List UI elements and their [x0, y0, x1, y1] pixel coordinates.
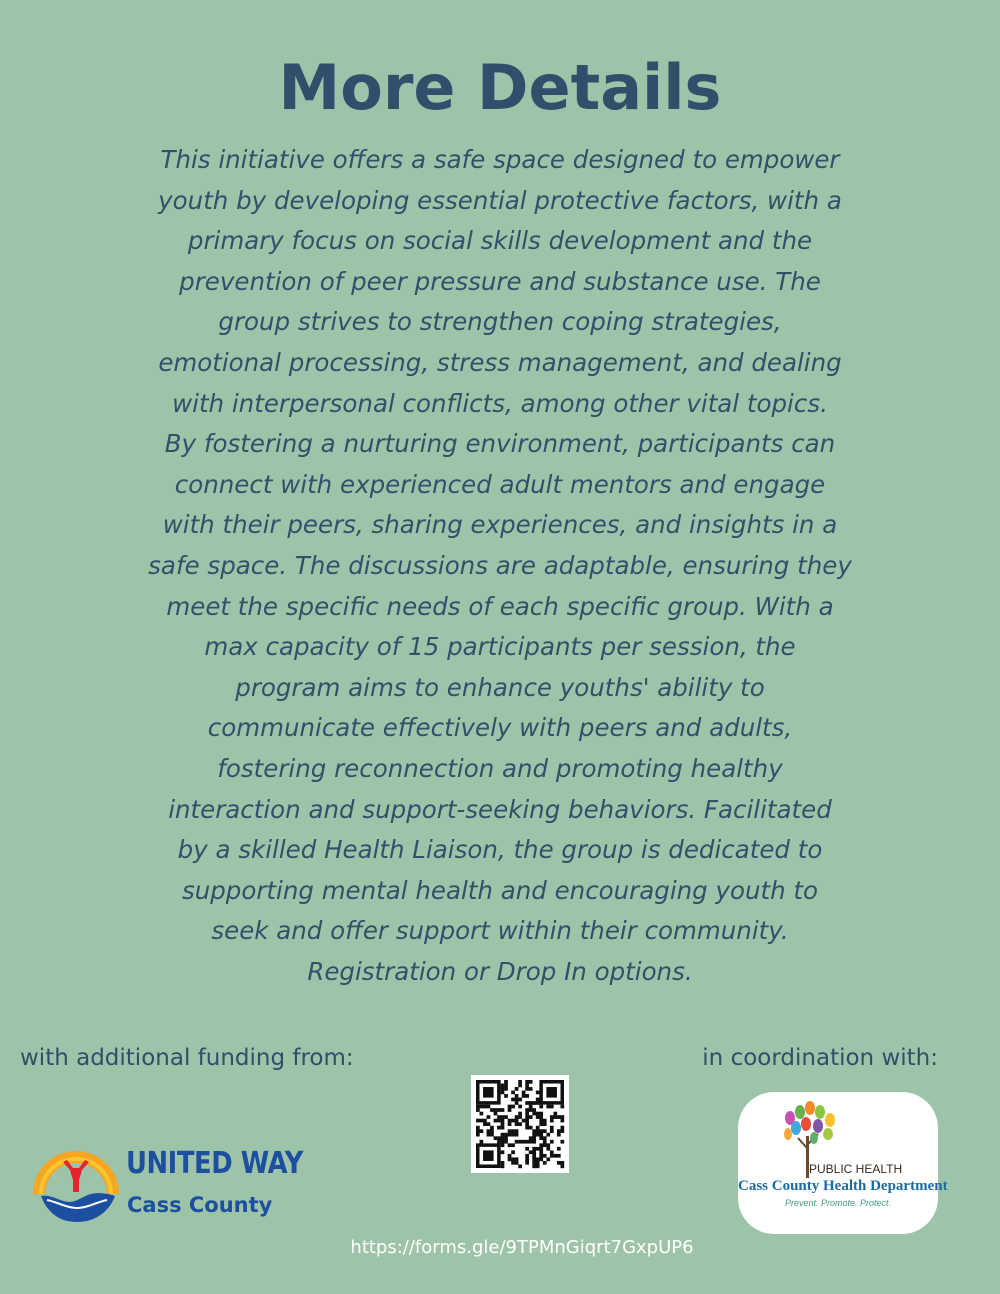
description-line: connect with experienced adult mentors and engage — [174, 469, 826, 499]
description-line: By fostering a nurturing environment, participants can — [164, 429, 836, 459]
coordination-label: in coordination with: — [702, 1045, 938, 1071]
public-health-label: PUBLIC HEALTH — [809, 1162, 903, 1176]
description-line: with their peers, sharing experiences, and insights in a — [162, 510, 838, 540]
description-line: fostering reconnection and promoting healthy — [217, 753, 783, 783]
description-line: with interpersonal conflicts, among other vital topics. — [172, 388, 828, 418]
health-department-name: Cass County Health Department — [738, 1178, 948, 1194]
funding-label: with additional funding from: — [20, 1045, 354, 1071]
qr-code-icon — [471, 1075, 569, 1173]
qr-code[interactable] — [471, 1075, 569, 1173]
health-department-logo — [738, 1092, 948, 1234]
health-department-tagline: Prevent. Promote. Protect. — [784, 1198, 892, 1208]
description-line: Registration or Drop In options. — [307, 956, 693, 986]
description-line: youth by developing essential protective factors, with a — [158, 185, 842, 215]
description-line: supporting mental health and encouraging youth to — [181, 875, 819, 905]
united-way-logo-icon — [27, 1136, 125, 1228]
description-line: group strives to strengthen coping strategies, — [218, 307, 782, 337]
description-line: safe space. The discussions are adaptable, ensuring they — [148, 550, 852, 580]
page-title: More Details — [278, 51, 722, 124]
description-line: emotional processing, stress management, and dealing — [158, 347, 842, 377]
description-line: meet the specific needs of each specific group. With a — [166, 591, 834, 621]
united-way-name: UNITED WAY — [126, 1146, 303, 1181]
description-line: interaction and support-seeking behaviors. Facilitated — [168, 794, 832, 824]
description-line: seek and offer support within their community. — [211, 916, 789, 946]
description-line: This initiative offers a safe space designed to empower — [160, 145, 840, 174]
description-line: communicate effectively with peers and adults, — [207, 713, 793, 743]
description-line: by a skilled Health Liaison, the group is dedicated to — [177, 835, 823, 865]
description-paragraph — [55, 140, 945, 992]
united-way-county: Cass County — [127, 1193, 273, 1217]
description-line: primary focus on social skills development and the — [187, 226, 813, 256]
description-line: max capacity of 15 participants per session, the — [204, 632, 796, 662]
registration-link[interactable]: https://forms.gle/9TPMnGiqrt7GxpUP6 — [350, 1237, 694, 1258]
description-line: prevention of peer pressure and substance use. The — [179, 266, 821, 296]
description-line: program aims to enhance youths' ability to — [235, 672, 765, 702]
